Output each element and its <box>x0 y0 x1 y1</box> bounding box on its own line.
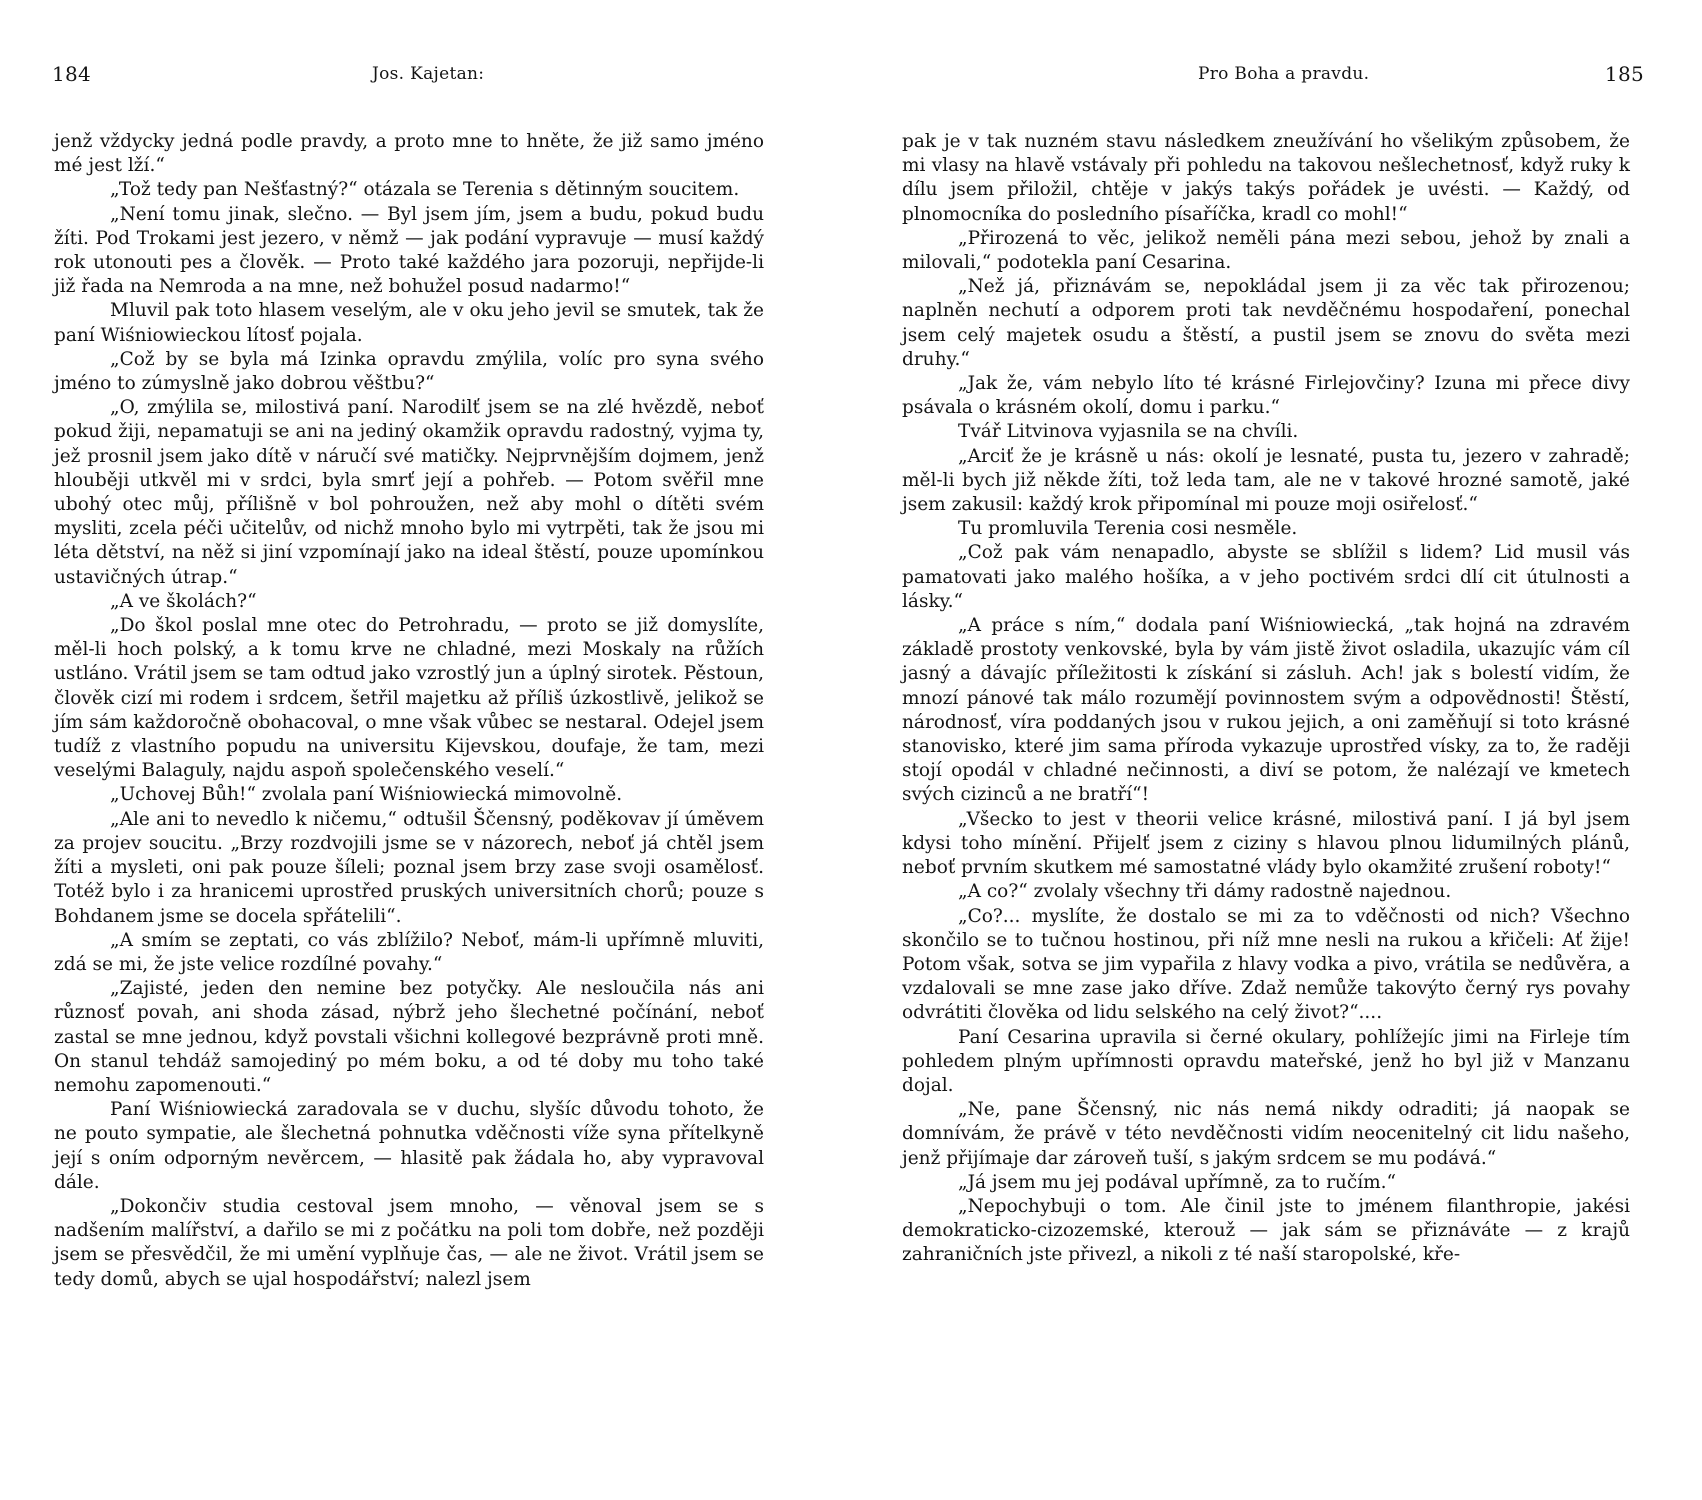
paragraph: „Než já, přiznávám se, nepokládal jsem ji za věc tak přirozenou; naplněn nechutí a odporem proti tak nevděčnému hospodaření, ponechal jsem celý majetek osudu a štěstí, a pustil jsem se znovu do světa mezi druhy.“ <box>902 276 1630 370</box>
paragraph: Tvář Litvinova vyjasnila se na chvíli. <box>958 421 1299 443</box>
right-page-header <box>898 62 1658 98</box>
running-head: Pro Boha a pravdu. <box>1198 64 1370 84</box>
paragraph: „Není tomu jinak, slečno. — Byl jsem jím, jsem a budu, pokud budu žíti. Pod Trokami jest jezero, v němž — jak podání vypravuje — musí každý rok utonouti pes a člověk. — Proto také každého jara pozoruji, nepřijde-li již řada na Nemroda a na mne, než bohužel posud nadarmo!“ <box>54 203 764 298</box>
paragraph: „Nepochybuji o tom. Ale činil jste to jménem filanthropie, jakési demokraticko-cizozemské, kterouž — jak sám se přiznáváte — z krajů zahraničních jste přivezl, a nikoli z té naší staropolské, kře- <box>902 1195 1630 1266</box>
paragraph: Paní Wiśniowiecká zaradovala se v duchu, slyšíc důvodu tohoto, že ne pouto sympatie, ale šlechetná pohnutka vděčnosti víže syna přítelkyně její s oním odporným nevěrcem, — hlasitě pak žádala ho, aby vypravoval dále. <box>54 1099 764 1193</box>
right-page-body <box>902 130 1630 1268</box>
paragraph: „Já jsem mu jej podával upřímně, za to ručím.“ <box>958 1171 1396 1193</box>
paragraph: „Což pak vám nenapadlo, abyste se sblížil s lidem? Lid musil vás pamatovati jako malého hošíka, a v jeho poctivém srdci dlí cit útulnosti a lásky.“ <box>902 542 1630 612</box>
paragraph: „A ve školách?“ <box>110 590 257 612</box>
right-page <box>898 62 1658 1482</box>
left-page-body <box>54 130 764 1292</box>
paragraph: „Ale ani to nevedlo k ničemu,“ odtušil Ščensný, poděkovav jí úměvem za projev soucitu. „Brzy rozdvojili jsme se v názorech, neboť já chtěl jsem žíti a mysleti, oni pak pouze šíleli; poznal jsem brzy zase svoji osamělosť. Totéž bylo i za hranicemi uprostřed pruských universitních chorů; pouze s Bohdanem jsme se docela spřátelili“. <box>54 808 764 927</box>
paragraph: „A co?“ zvolaly všechny tři dámy radostně najednou. <box>958 881 1452 903</box>
paragraph: „Dokončiv studia cestoval jsem mnoho, — věnoval jsem se s nadšením malířství, a dařilo se mi z počátku na poli tom dobře, než později jsem se přesvědčil, že mi umění vyplňuje čas, — ale ne život. Vrátil jsem se tedy domů, abych se ujal hospodářství; nalezl jsem <box>54 1195 764 1290</box>
paragraph: „A smím se zeptati, co vás zblížilo? Neboť, mám-li upřímně mluviti, zdá se mi, že jste velice rozdílné povahy.“ <box>54 929 764 975</box>
paragraph: „Uchovej Bůh!“ zvolala paní Wiśniowiecká mimovolně. <box>110 784 623 806</box>
paragraph: pak je v tak nuzném stavu následkem zneužívání ho všelikým způsobem, že mi vlasy na hlavě vstávaly při pohledu na takovou nešlechetnosť, když ruky k dílu jsem přiložil, chtěje v jakýs takýs pořádek je uvésti. — Každý, od plnomocníka do posledního písaříčka, kradl co mohl!“ <box>902 131 1630 225</box>
page-number: 184 <box>52 62 92 86</box>
paragraph: „O, zmýlila se, milostivá paní. Narodilť jsem se na zlé hvězdě, neboť pokud žiji, nepamatuji se ani na jediný okamžik opravdu radostný, vyjma ty, jež prosnil jsem jako dítě v náručí své matičky. Nejprvnějším dojmem, jenž hlouběji utkvěl mi v srdci, byla smrť její a pohřeb. — Potom svěřil mne ubohý otec můj, přílišně v bol pohroužen, než aby mohl o dítěti svém mysliti, zcela péči učitelův, od nichž mnoho bylo mi vytrpěti, tak že jsou mi léta dětství, na něž si jiní vzpomínají jako na ideal štěstí, pouze upomínkou ustavičných útrap.“ <box>54 397 764 588</box>
paragraph: „A práce s ním,“ dodala paní Wiśniowiecká, „tak hojná na zdravém základě prostoty venkovské, byla by vám jistě život osladila, ukazujíc vám cíl jasný a dávajíc příležitosti k získání si zásluh. Ach! jak s bolestí vidím, že mnozí pánové tak málo rozumějí povinnostem svým a odpovědnosti! Štěstí, národnosť, víra poddaných jsou v rukou jejich, a oni zaměňují si toto krásné stanovisko, které jim sama příroda vykazuje uprostřed vísky, za to, že raději stojí opodál v chladné nečinnosti, a diví se potom, že nalézají ve kmetech svých cizinců a ne bratří“! <box>902 615 1630 806</box>
paragraph: „Tož tedy pan Nešťastný?“ otázala se Terenia s dětinným soucitem. <box>110 179 740 201</box>
paragraph: Tu promluvila Terenia cosi nesměle. <box>958 518 1298 540</box>
paragraph: „Přirozená to věc, jelikož neměli pána mezi sebou, jehož by znali a milovali,“ podotekla paní Cesarina. <box>902 227 1630 274</box>
paragraph: „Arciť že je krásně u nás: okolí je lesnaté, pusta tu, jezero v zahradě; měl-li bych již někde žíti, tož leda tam, ale ne v takové hrozné samotě, jaké jsem zakusil: každý krok připomínal mi pouze moji osiřelosť.“ <box>902 445 1630 516</box>
page-number: 185 <box>1604 62 1644 86</box>
paragraph: Paní Cesarina upravila si černé okulary, pohlížejíc jimi na Firleje tím pohledem plným upřímnosti opravdu mateřské, jenž ho byl již v Manzanu dojal. <box>902 1026 1630 1096</box>
paragraph: Mluvil pak toto hlasem veselým, ale v oku jeho jevil se smutek, tak že paní Wiśniowieckou lítosť pojala. <box>54 300 764 346</box>
paragraph: „Což by se byla má Izinka opravdu zmýlila, volíc pro syna svého jméno to zúmyslně jako dobrou věštbu?“ <box>54 348 764 395</box>
running-head: Jos. Kajetan: <box>372 64 485 84</box>
paragraph: „Zajisté, jeden den nemine bez potyčky. Ale nesloučila nás ani různosť povah, ani shoda zásad, nýbrž jeho šlechetné počínání, neboť zastal se mne jednou, když povstali všichni kollegové bezprávně proti mně. On stanul tehdáž samojediný po mém boku, a od té doby mu toho také nemohu zapomenouti.“ <box>54 978 764 1096</box>
left-page <box>22 62 782 1482</box>
paragraph: „Co?... myslíte, že dostalo se mi za to vděčnosti od nich? Všechno skončilo se to tučnou hostinou, při níž mne nesli na rukou a křičeli: Ať žije! Potom však, sotva se jim vypařila z hlavy vodka a pivo, vrátila se nedůvěra, a vzdalovali se mne zase jako dříve. Zdaž nemůže takovýto černý rys povahy odvrátiti člověka od lidu selského na celý život?“.... <box>902 905 1630 1024</box>
paragraph: jenž vždycky jedná podle pravdy, a proto mne to hněte, že již samo jméno mé jest lží.“ <box>54 131 764 177</box>
left-page-header <box>22 62 782 98</box>
paragraph: „Všecko to jest v theorii velice krásné, milostivá paní. I já byl jsem kdysi toho mínění. Přijelť jsem z ciziny s hlavou plnou lidumilných plánů, neboť prvním skutkem mé samostatné vlády bylo okamžité zrušení roboty!“ <box>902 808 1630 879</box>
paragraph: „Do škol poslal mne otec do Petrohradu, — proto se již domyslíte, měl-li hoch polský, a k tomu krve ne chladné, mezi Moskaly na růžích ustláno. Vrátil jsem se tam odtud jako vzrostlý jun a úplný sirotek. Pěstoun, člověk cizí mi rodem i srdcem, šetřil majetku až příliš úzkostlivě, jelikož se jím sám každoročně obohacoval, o mne však vůbec se nestaral. Odejel jsem tudíž z vlastního popudu na universitu Kijevskou, doufaje, že tam, mezi veselými Balaguly, najdu aspoň společenského veselí.“ <box>54 615 764 782</box>
paragraph: „Ne, pane Ščensný, nic nás nemá nikdy odraditi; já naopak se domnívám, že právě v této nevděčnosti vidím neocenitelný cit lidu našeho, jenž přijímaje dar zároveň tuší, s jakým srdcem se mu podává.“ <box>902 1099 1630 1169</box>
paragraph: „Jak že, vám nebylo líto té krásné Firlejovčiny? Izuna mi přece divy psávala o krásném okolí, domu i parku.“ <box>902 373 1630 419</box>
